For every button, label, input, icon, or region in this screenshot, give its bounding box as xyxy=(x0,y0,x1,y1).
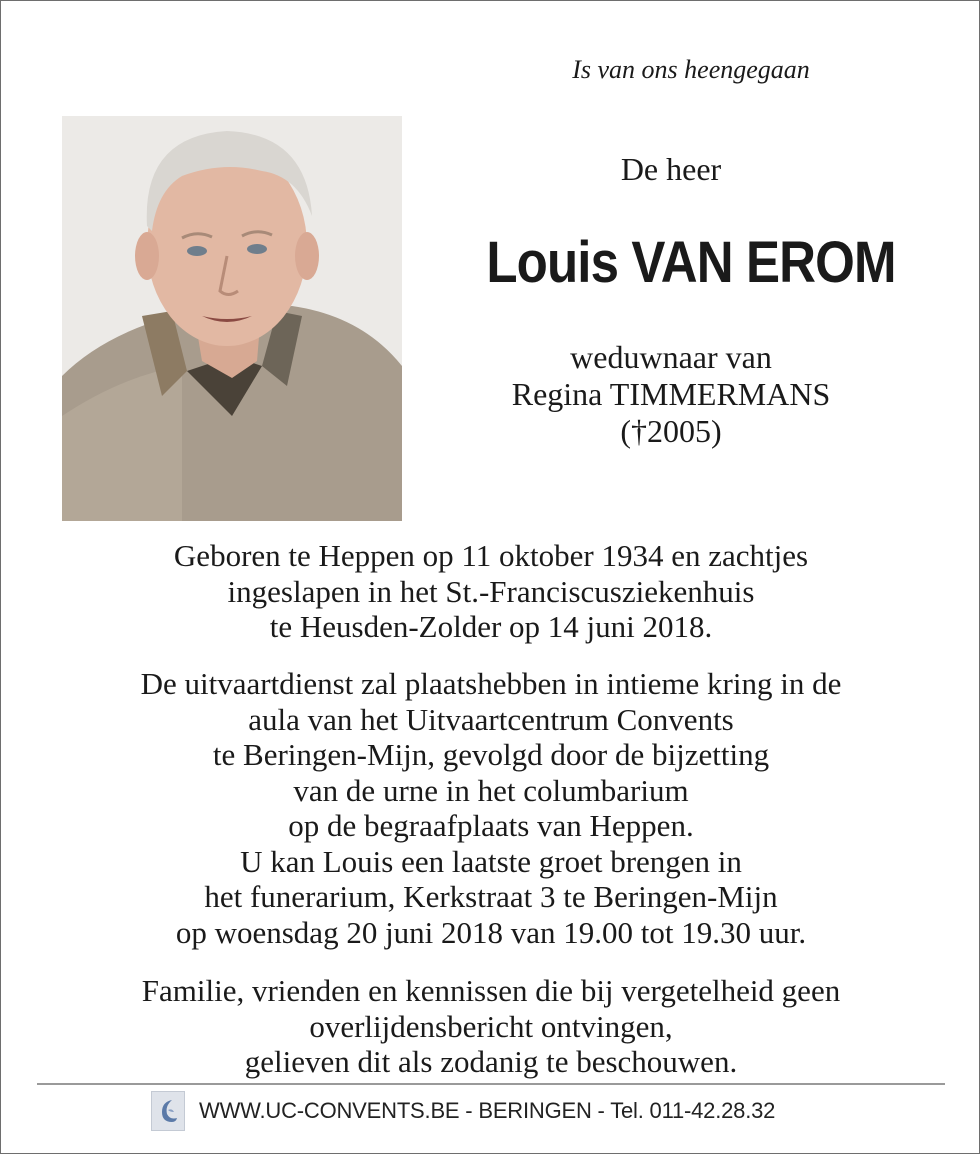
spouse-death-year: (†2005) xyxy=(620,413,722,449)
spouse-line: weduwnaar van xyxy=(570,339,772,375)
deceased-name: Louis VAN EROM xyxy=(486,230,896,295)
text-line: aula van het Uitvaartcentrum Convents xyxy=(248,701,734,737)
birth-death-paragraph xyxy=(21,538,961,645)
funeral-home-logo-icon xyxy=(151,1091,185,1131)
text-line: te Beringen-Mijn, gevolgd door de bijzetting xyxy=(212,737,770,772)
text-line: U kan Louis een laatste groet brengen in xyxy=(240,843,742,879)
spouse-name: Regina TIMMERMANS xyxy=(511,376,831,412)
text-line: te Heusden-Zolder op 14 juni 2018. xyxy=(269,609,713,644)
notice-paragraph xyxy=(21,973,961,1080)
footer-divider xyxy=(37,1083,945,1085)
intro-line: Is van ons heengegaan xyxy=(572,55,810,84)
footer xyxy=(151,1091,871,1131)
portrait-photo xyxy=(62,116,402,521)
text-line: op woensdag 20 juni 2018 van 19.00 tot 19.30 uur. xyxy=(175,914,807,950)
text-line: van de urne in het columbarium xyxy=(293,772,689,808)
spouse-block xyxy=(441,339,901,450)
text-line: gelieven dit als zodanig te beschouwen. xyxy=(244,1044,738,1079)
text-line: het funerarium, Kerkstraat 3 te Beringen-Mijn xyxy=(204,879,778,914)
funeral-paragraph xyxy=(21,666,961,950)
text-line: Familie, vrienden en kennissen die bij vergetelheid geen xyxy=(141,973,841,1008)
text-line: op de begraafplaats van Heppen. xyxy=(288,808,694,843)
text-line: De uitvaartdienst zal plaatshebben in intieme kring in de xyxy=(140,666,842,701)
contact-line: WWW.UC-CONVENTS.BE - BERINGEN - Tel. 011-42.28.32 xyxy=(199,1098,776,1123)
text-line: ingeslapen in het St.-Franciscusziekenhuis xyxy=(227,573,755,609)
text-line: Geboren te Heppen op 11 oktober 1934 en zachtjes xyxy=(173,538,809,573)
portrait-illustration xyxy=(62,116,402,521)
text-line: overlijdensbericht ontvingen, xyxy=(309,1008,673,1044)
honorific: De heer xyxy=(620,151,722,187)
